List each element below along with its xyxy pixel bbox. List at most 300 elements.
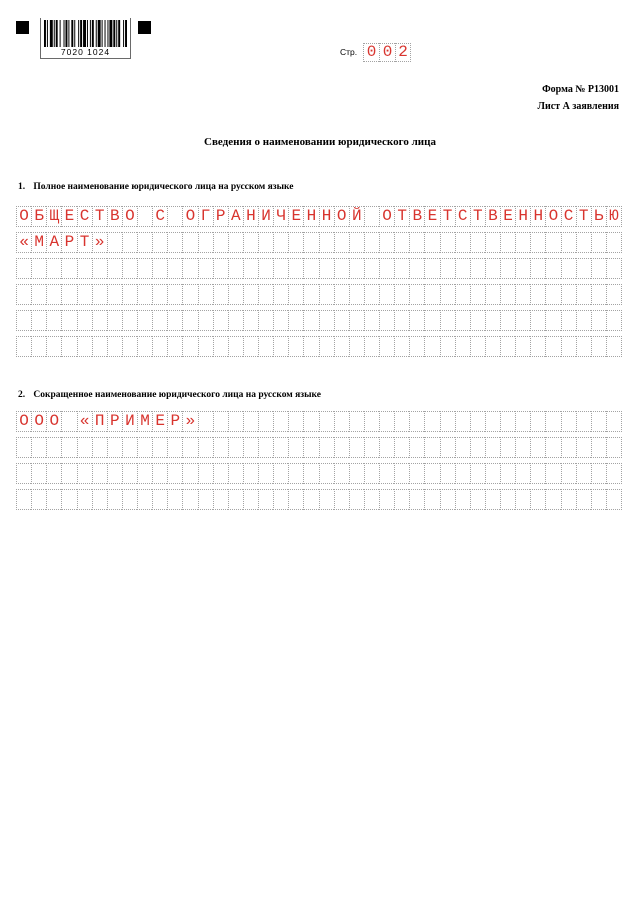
char-cell: О (334, 206, 349, 227)
char-row (16, 310, 622, 331)
char-cell (31, 336, 46, 357)
char-cell (303, 437, 318, 458)
char-cell: О (379, 206, 394, 227)
char-cell (485, 310, 500, 331)
char-cell (545, 489, 560, 510)
char-cell (591, 232, 606, 253)
barcode-bar (116, 20, 117, 47)
barcode-bar (65, 20, 67, 47)
char-cell (409, 489, 424, 510)
char-cell (409, 284, 424, 305)
char-cell (303, 411, 318, 432)
char-cell (379, 489, 394, 510)
char-cell (198, 336, 213, 357)
char-cell (515, 284, 530, 305)
char-cell (182, 437, 197, 458)
char-cell (334, 258, 349, 279)
section-heading-full-name (18, 181, 293, 193)
char-cell (137, 232, 152, 253)
char-cell: Б (31, 206, 46, 227)
barcode-bar (90, 20, 91, 47)
char-cell (61, 463, 76, 484)
char-cell (334, 437, 349, 458)
char-cell (379, 437, 394, 458)
char-cell (409, 463, 424, 484)
char-cell (440, 310, 455, 331)
char-cell (152, 463, 167, 484)
char-cell (16, 284, 31, 305)
char-cell (198, 489, 213, 510)
char-cell (470, 310, 485, 331)
char-cell (515, 489, 530, 510)
char-cell (288, 310, 303, 331)
char-row (16, 284, 622, 305)
char-cell (515, 258, 530, 279)
char-cell (576, 310, 591, 331)
char-cell (530, 336, 545, 357)
char-cell (349, 463, 364, 484)
char-cell (258, 411, 273, 432)
char-cell (530, 463, 545, 484)
char-cell (288, 284, 303, 305)
form-code: Форма № Р13001 (542, 84, 619, 95)
char-cell (258, 310, 273, 331)
char-cell (198, 258, 213, 279)
char-cell (394, 437, 409, 458)
char-cell (576, 284, 591, 305)
char-cell (561, 336, 576, 357)
char-cell (349, 336, 364, 357)
char-cell (606, 258, 622, 279)
char-cell (228, 310, 243, 331)
char-row (16, 463, 622, 484)
char-cell (303, 284, 318, 305)
char-cell (213, 232, 228, 253)
char-cell (107, 310, 122, 331)
char-cell (364, 437, 379, 458)
char-cell (122, 284, 137, 305)
char-cell (46, 336, 61, 357)
char-cell (182, 284, 197, 305)
char-cell (561, 284, 576, 305)
char-cell (46, 463, 61, 484)
char-cell: О (545, 206, 560, 227)
char-cell (424, 336, 439, 357)
char-cell (77, 463, 92, 484)
char-cell (349, 258, 364, 279)
char-cell (545, 411, 560, 432)
char-cell (319, 336, 334, 357)
barcode-bar (107, 20, 108, 47)
char-cell (455, 284, 470, 305)
char-cell (500, 463, 515, 484)
page-number-label: Стр. (340, 47, 358, 57)
char-cell: О (16, 411, 31, 432)
char-cell: Щ (46, 206, 61, 227)
char-cell (61, 258, 76, 279)
char-cell (46, 258, 61, 279)
char-cell (576, 463, 591, 484)
barcode-bar (98, 20, 101, 47)
char-cell (440, 336, 455, 357)
char-cell: Н (243, 206, 258, 227)
char-cell (31, 258, 46, 279)
char-cell (455, 258, 470, 279)
char-cell (500, 284, 515, 305)
char-cell (16, 463, 31, 484)
page-title: Сведения о наименовании юридического лица (204, 136, 436, 148)
char-cell (606, 284, 622, 305)
char-cell (31, 284, 46, 305)
char-cell (485, 489, 500, 510)
char-cell (591, 258, 606, 279)
char-cell: О (46, 411, 61, 432)
char-cell (334, 232, 349, 253)
char-cell (576, 336, 591, 357)
char-cell (334, 489, 349, 510)
char-cell (379, 232, 394, 253)
char-cell (455, 411, 470, 432)
char-cell (152, 489, 167, 510)
char-row (16, 411, 622, 432)
char-cell: О (122, 206, 137, 227)
barcode-bar (44, 20, 46, 47)
char-cell (258, 258, 273, 279)
char-cell (182, 232, 197, 253)
char-cell (561, 463, 576, 484)
char-cell (576, 489, 591, 510)
char-cell (591, 284, 606, 305)
char-cell (379, 310, 394, 331)
char-cell: Н (515, 206, 530, 227)
char-cell (485, 437, 500, 458)
char-cell (364, 284, 379, 305)
char-cell: В (485, 206, 500, 227)
char-cell (500, 258, 515, 279)
char-cell (606, 310, 622, 331)
char-cell (243, 411, 258, 432)
char-cell (122, 336, 137, 357)
char-cell: Т (77, 232, 92, 253)
char-cell (152, 284, 167, 305)
section-number: 1. (18, 182, 26, 192)
char-cell: Е (152, 411, 167, 432)
char-cell (288, 336, 303, 357)
char-cell (31, 310, 46, 331)
barcode-bar (123, 20, 124, 47)
char-cell (198, 463, 213, 484)
char-cell (515, 232, 530, 253)
barcode (40, 18, 131, 59)
char-cell: Р (167, 411, 182, 432)
char-cell (379, 463, 394, 484)
char-cell (334, 463, 349, 484)
section-heading-short-name (18, 389, 321, 401)
char-cell (77, 336, 92, 357)
char-cell (349, 437, 364, 458)
char-cell (530, 284, 545, 305)
barcode-bar (113, 20, 115, 47)
char-row (16, 336, 622, 357)
char-cell (545, 437, 560, 458)
char-cell (213, 489, 228, 510)
char-cell (561, 258, 576, 279)
char-cell (198, 437, 213, 458)
char-cell (273, 463, 288, 484)
char-cell (530, 489, 545, 510)
char-cell (409, 437, 424, 458)
char-cell (228, 284, 243, 305)
char-cell (394, 463, 409, 484)
char-cell: » (92, 232, 107, 253)
char-cell: И (122, 411, 137, 432)
char-cell (545, 336, 560, 357)
char-cell (77, 310, 92, 331)
char-cell (303, 310, 318, 331)
char-cell (545, 258, 560, 279)
barcode-bar (92, 20, 94, 47)
char-cell (606, 463, 622, 484)
char-cell (349, 489, 364, 510)
char-cell (530, 437, 545, 458)
char-cell (500, 336, 515, 357)
char-cell (92, 437, 107, 458)
char-cell (198, 411, 213, 432)
char-cell (213, 336, 228, 357)
char-cell (198, 310, 213, 331)
char-cell: Т (92, 206, 107, 227)
char-cell (122, 258, 137, 279)
char-cell (137, 310, 152, 331)
char-cell (606, 489, 622, 510)
char-row (16, 489, 622, 510)
char-cell (198, 284, 213, 305)
char-cell (122, 437, 137, 458)
char-cell (107, 284, 122, 305)
char-cell (591, 437, 606, 458)
char-cell: Н (303, 206, 318, 227)
char-cell (545, 310, 560, 331)
char-cell (16, 437, 31, 458)
char-cell (137, 258, 152, 279)
char-cell (258, 437, 273, 458)
char-cell: О (182, 206, 197, 227)
char-cell (16, 258, 31, 279)
char-cell (470, 258, 485, 279)
char-cell: О (16, 206, 31, 227)
char-cell (137, 284, 152, 305)
char-cell (152, 336, 167, 357)
char-cell (92, 489, 107, 510)
char-cell (16, 336, 31, 357)
char-cell (16, 489, 31, 510)
char-cell (107, 258, 122, 279)
char-cell (273, 336, 288, 357)
char-cell (591, 411, 606, 432)
char-cell (485, 411, 500, 432)
char-cell (122, 489, 137, 510)
barcode-bar (102, 20, 103, 47)
char-cell (364, 411, 379, 432)
char-cell (273, 284, 288, 305)
char-cell (561, 489, 576, 510)
char-cell (455, 310, 470, 331)
char-cell (530, 258, 545, 279)
char-cell (167, 310, 182, 331)
char-cell (213, 437, 228, 458)
char-cell (576, 258, 591, 279)
char-cell (303, 463, 318, 484)
char-cell (515, 411, 530, 432)
char-cell (470, 437, 485, 458)
char-cell (107, 489, 122, 510)
char-cell: В (107, 206, 122, 227)
char-cell (122, 463, 137, 484)
char-cell (213, 258, 228, 279)
char-cell (137, 463, 152, 484)
char-cell (409, 258, 424, 279)
char-cell (92, 258, 107, 279)
char-cell (46, 284, 61, 305)
char-cell (273, 310, 288, 331)
char-cell (409, 232, 424, 253)
char-cell (470, 411, 485, 432)
char-cell (485, 284, 500, 305)
char-cell (500, 489, 515, 510)
page-digit-cell: 2 (395, 43, 411, 62)
char-cell (394, 258, 409, 279)
char-cell (258, 489, 273, 510)
barcode-bar (74, 20, 75, 47)
char-cell (258, 336, 273, 357)
char-cell (545, 463, 560, 484)
char-cell (273, 258, 288, 279)
char-cell (152, 437, 167, 458)
char-cell (92, 336, 107, 357)
char-cell (167, 258, 182, 279)
char-cell (288, 463, 303, 484)
char-cell (515, 437, 530, 458)
char-cell (394, 336, 409, 357)
char-cell (440, 258, 455, 279)
char-cell (213, 284, 228, 305)
char-cell (152, 232, 167, 253)
char-cell (137, 336, 152, 357)
char-cell (228, 232, 243, 253)
char-cell (258, 232, 273, 253)
char-cell (561, 411, 576, 432)
char-cell (561, 437, 576, 458)
char-cell (545, 232, 560, 253)
char-cell (576, 411, 591, 432)
char-cell (379, 284, 394, 305)
char-cell (515, 463, 530, 484)
page-digit-cell: 0 (379, 43, 395, 62)
char-cell: Е (500, 206, 515, 227)
char-cell (455, 463, 470, 484)
char-cell (319, 463, 334, 484)
char-cell (228, 437, 243, 458)
char-cell (31, 437, 46, 458)
char-cell: М (137, 411, 152, 432)
char-cell (77, 284, 92, 305)
char-cell (243, 232, 258, 253)
char-cell (530, 411, 545, 432)
char-cell (455, 232, 470, 253)
section-heading-text: Полное наименование юридического лица на русском языке (33, 182, 294, 192)
char-cell (243, 310, 258, 331)
char-cell (424, 437, 439, 458)
char-cell (591, 463, 606, 484)
char-row (16, 437, 622, 458)
char-cell (561, 310, 576, 331)
char-cell (455, 336, 470, 357)
char-cell (485, 336, 500, 357)
char-cell (167, 437, 182, 458)
char-cell (273, 437, 288, 458)
char-cell (394, 310, 409, 331)
char-cell (61, 284, 76, 305)
barcode-bar (71, 20, 73, 47)
char-cell (92, 463, 107, 484)
char-cell (107, 232, 122, 253)
char-cell (122, 232, 137, 253)
char-cell (213, 310, 228, 331)
char-cell (198, 232, 213, 253)
char-cell (273, 489, 288, 510)
char-cell: А (228, 206, 243, 227)
barcode-bar (80, 20, 82, 47)
char-cell (92, 310, 107, 331)
char-cell (364, 232, 379, 253)
barcode-bar (60, 20, 61, 47)
char-cell (258, 463, 273, 484)
char-cell: М (31, 232, 46, 253)
barcode-bar (78, 20, 79, 47)
char-cell (228, 463, 243, 484)
char-cell (485, 258, 500, 279)
char-cell (364, 310, 379, 331)
char-cell (243, 258, 258, 279)
char-cell (303, 336, 318, 357)
char-cell (182, 463, 197, 484)
char-cell (334, 310, 349, 331)
char-cell (440, 411, 455, 432)
char-cell (288, 437, 303, 458)
char-cell: С (152, 206, 167, 227)
char-cell (364, 489, 379, 510)
barcode-bar (125, 20, 127, 47)
char-cell (319, 437, 334, 458)
barcode-bar (68, 20, 69, 47)
char-cell (46, 437, 61, 458)
char-cell: Й (349, 206, 364, 227)
barcode-bar (118, 20, 120, 47)
char-cell (228, 489, 243, 510)
char-cell (424, 258, 439, 279)
char-cell (470, 336, 485, 357)
char-cell (319, 310, 334, 331)
char-cell (288, 258, 303, 279)
char-cell (167, 489, 182, 510)
char-cell (152, 310, 167, 331)
char-cell (424, 310, 439, 331)
char-cell (500, 411, 515, 432)
char-cell (77, 258, 92, 279)
char-row (16, 206, 622, 227)
char-cell: О (31, 411, 46, 432)
char-cell (455, 437, 470, 458)
